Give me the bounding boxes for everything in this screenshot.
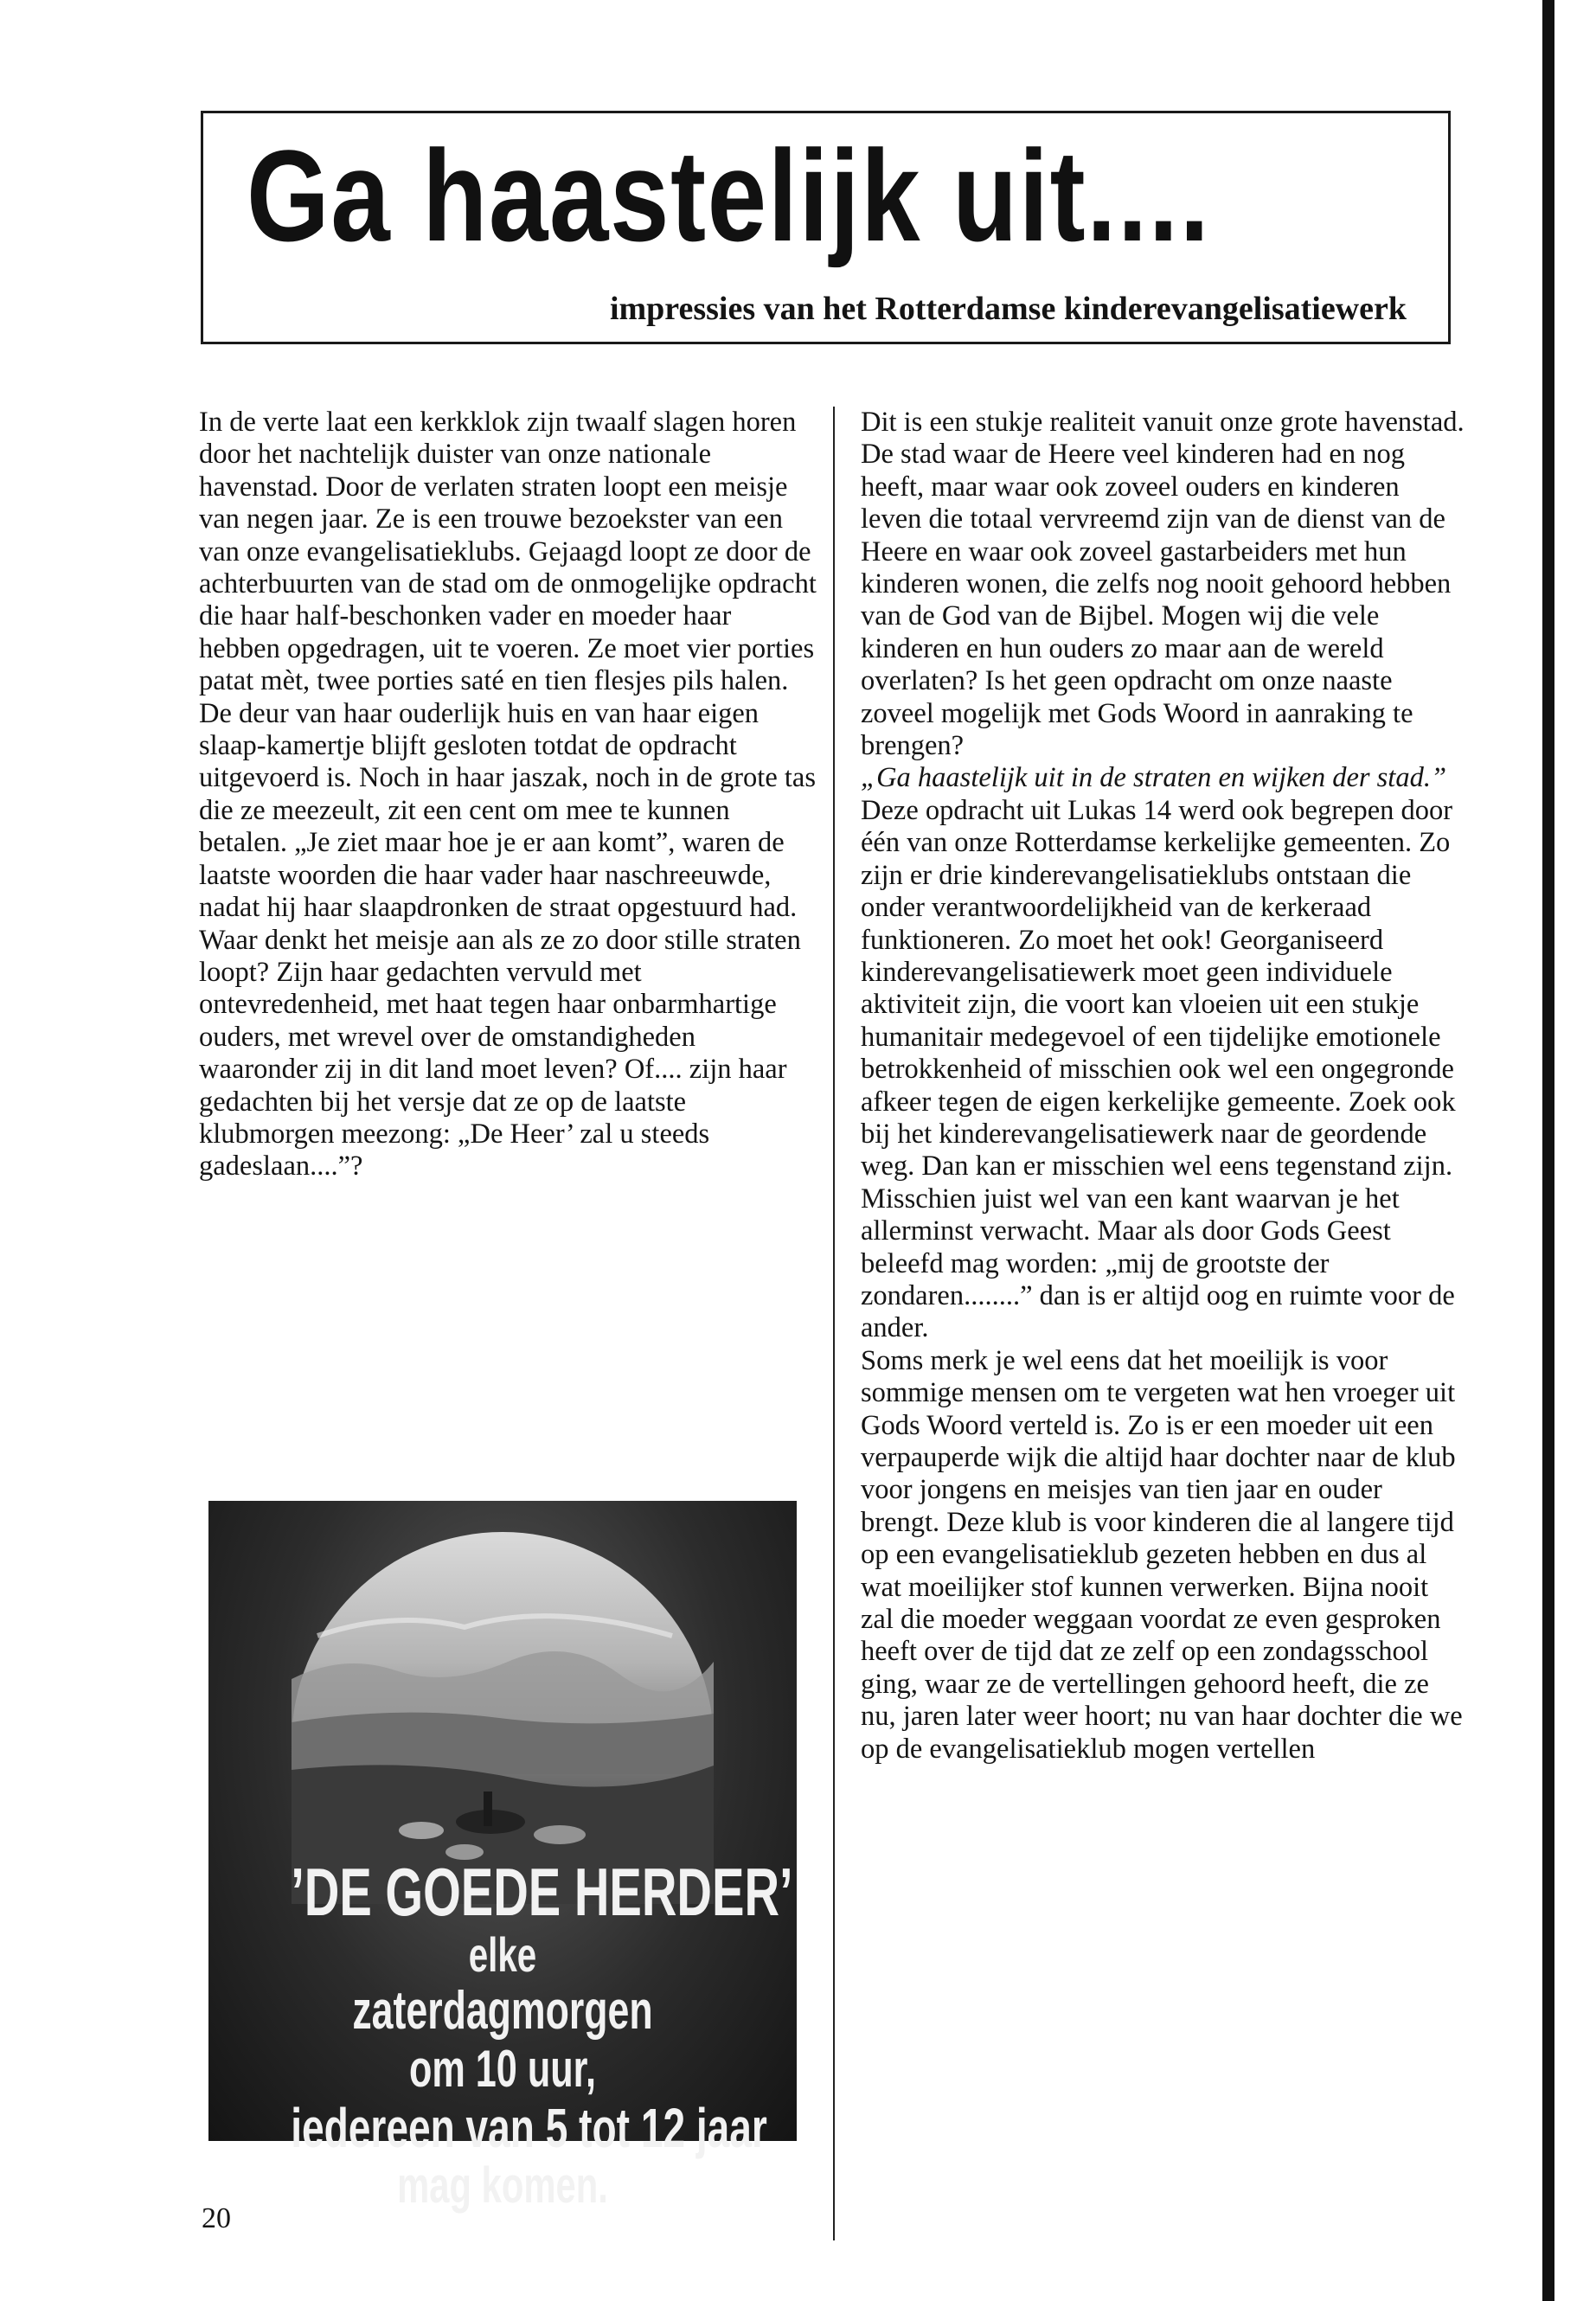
right-paragraph-1: Dit is een stukje realiteit vanuit onze grote havenstad. De stad waar de Heere veel kinderen had en nog heeft, maar waar ook zoveel ouders en kinderen leven die totaal vervreemd zijn van de dienst van de Heere en waar ook zoveel gastarbeiders met hun kinderen wonen, die zelfs nog nooit gehoord hebben van de God van de Bijbel. Mogen wij die vele kinderen en hun ouders zo maar aan de wereld overlaten? Is het geen opdracht om onze naaste zoveel mogelijk met Gods Woord in aanraking te brengen? bbox=[861, 407, 1465, 762]
column-divider bbox=[833, 407, 835, 2240]
scripture-quote: „Ga haastelijk uit in de straten en wijken der stad.” bbox=[861, 762, 1447, 794]
left-paragraph-1: In de verte laat een kerkklok zijn twaalf slagen horen door het nachtelijk duister van onze nationale havenstad. Door de verlaten straten loopt een meisje van negen jaar. Ze is een trouwe bezoekster van een van onze evangelisatieklubs. Gejaagd loopt ze door de achterbuurten van de stad om de onmogelijke opdracht die haar half-beschonken vader en moeder haar hebben opgedragen, uit te voeren. Ze moet vier porties patat mèt, twee porties saté en tien flesjes pils halen. De deur van haar ouderlijk huis en van haar eigen slaap-kamertje blijft gesloten totdat de opdracht uitgevoerd is. Noch in haar jaszak, noch in de grote tas die ze meezeult, zit een cent om mee te kunnen betalen. „Je ziet maar hoe je er aan komt”, waren de laatste woorden die haar vader haar naschreeuwde, nadat hij haar slaapdronken de straat opgestuurd had. bbox=[199, 407, 817, 924]
poster-line-6: mag komen. bbox=[397, 2157, 608, 2214]
page-edge-bar bbox=[1542, 0, 1554, 2301]
page-number: 20 bbox=[202, 2202, 231, 2234]
header-box bbox=[201, 111, 1451, 344]
poster-line-2: elke bbox=[468, 1927, 537, 1982]
poster-photo bbox=[208, 1501, 797, 2214]
poster-line-1: ’DE GOEDE HERDER’ bbox=[291, 1854, 793, 1930]
left-paragraph-2: Waar denkt het meisje aan als ze zo door stille straten loopt? Zijn haar gedachten vervuld met ontevredenheid, met haat tegen haar onbarmhartige ouders, met wrevel over de omstandigheden waaronder zij in dit land moet leven? Of.... zijn haar gedachten bij het versje dat ze op de laatste klubmorgen meezong: „De Heer’ zal u steeds gadeslaan....”? bbox=[199, 924, 801, 1183]
poster-line-4: om 10 uur, bbox=[408, 2040, 597, 2098]
poster-caption bbox=[291, 1854, 793, 2214]
right-column bbox=[861, 407, 1466, 1766]
poster-line-3: zaterdagmorgen bbox=[352, 1981, 653, 2041]
poster-shepherd-painting bbox=[292, 1532, 714, 1904]
right-paragraph-3: Soms merk je wel eens dat het moeilijk is voor sommige mensen om te vergeten wat hen vroeger uit Gods Woord verteld is. Zo is er een moeder uit een verpauperde wijk die altijd haar dochter naar de klub voor jongens en meisjes van tien jaar en ouder brengt. Deze klub is voor kinderen die al langere tijd op een evangelisatieklub gezeten hebben en dus al wat moeilijker stof kunnen verwerken. Bijna nooit zal die moeder weggaan voordat ze even gesproken heeft over de tijd dat ze zelf op een zondagsschool ging, waar ze de vertellingen gehoord heeft, die ze nu, jaren later weer hoort; nu van haar dochter die we op de evangelisatieklub mogen vertellen bbox=[861, 1344, 1463, 1765]
left-column bbox=[199, 407, 818, 1183]
poster-line-5: iedereen van 5 tot 12 jaar bbox=[291, 2097, 767, 2159]
article-subtitle: impressies van het Rotterdamse kinderevangelisatiewerk bbox=[609, 291, 1407, 327]
landscape-illustration bbox=[292, 1532, 714, 1904]
right-paragraph-2: Deze opdracht uit Lukas 14 werd ook begrepen door één van onze Rotterdamse kerkelijke gemeenten. Zo zijn er drie kinderevangelisatieklubs ontstaan die onder verantwoordelijkheid van de kerkeraad funktioneren. Zo moet het ook! Georganiseerd kinderevangelisatiewerk moet geen individuele aktiviteit zijn, die voort kan vloeien uit een stukje humanitair medegevoel of een tijdelijke emotionele betrokkenheid of misschien ook wel een ongegronde afkeer tegen de eigen kerkelijke gemeente. Zoek ook bij het kinderevangelisatiewerk naar de geordende weg. Dan kan er misschien wel eens tegenstand zijn. Misschien juist wel van een kant waarvan je het allerminst verwacht. Maar als door Gods Geest beleefd mag worden: „mij de grootste der zondaren........” dan is er altijd oog en ruimte voor de ander. bbox=[861, 794, 1456, 1344]
article-title: Ga haastelijk uit.... bbox=[247, 123, 1211, 268]
